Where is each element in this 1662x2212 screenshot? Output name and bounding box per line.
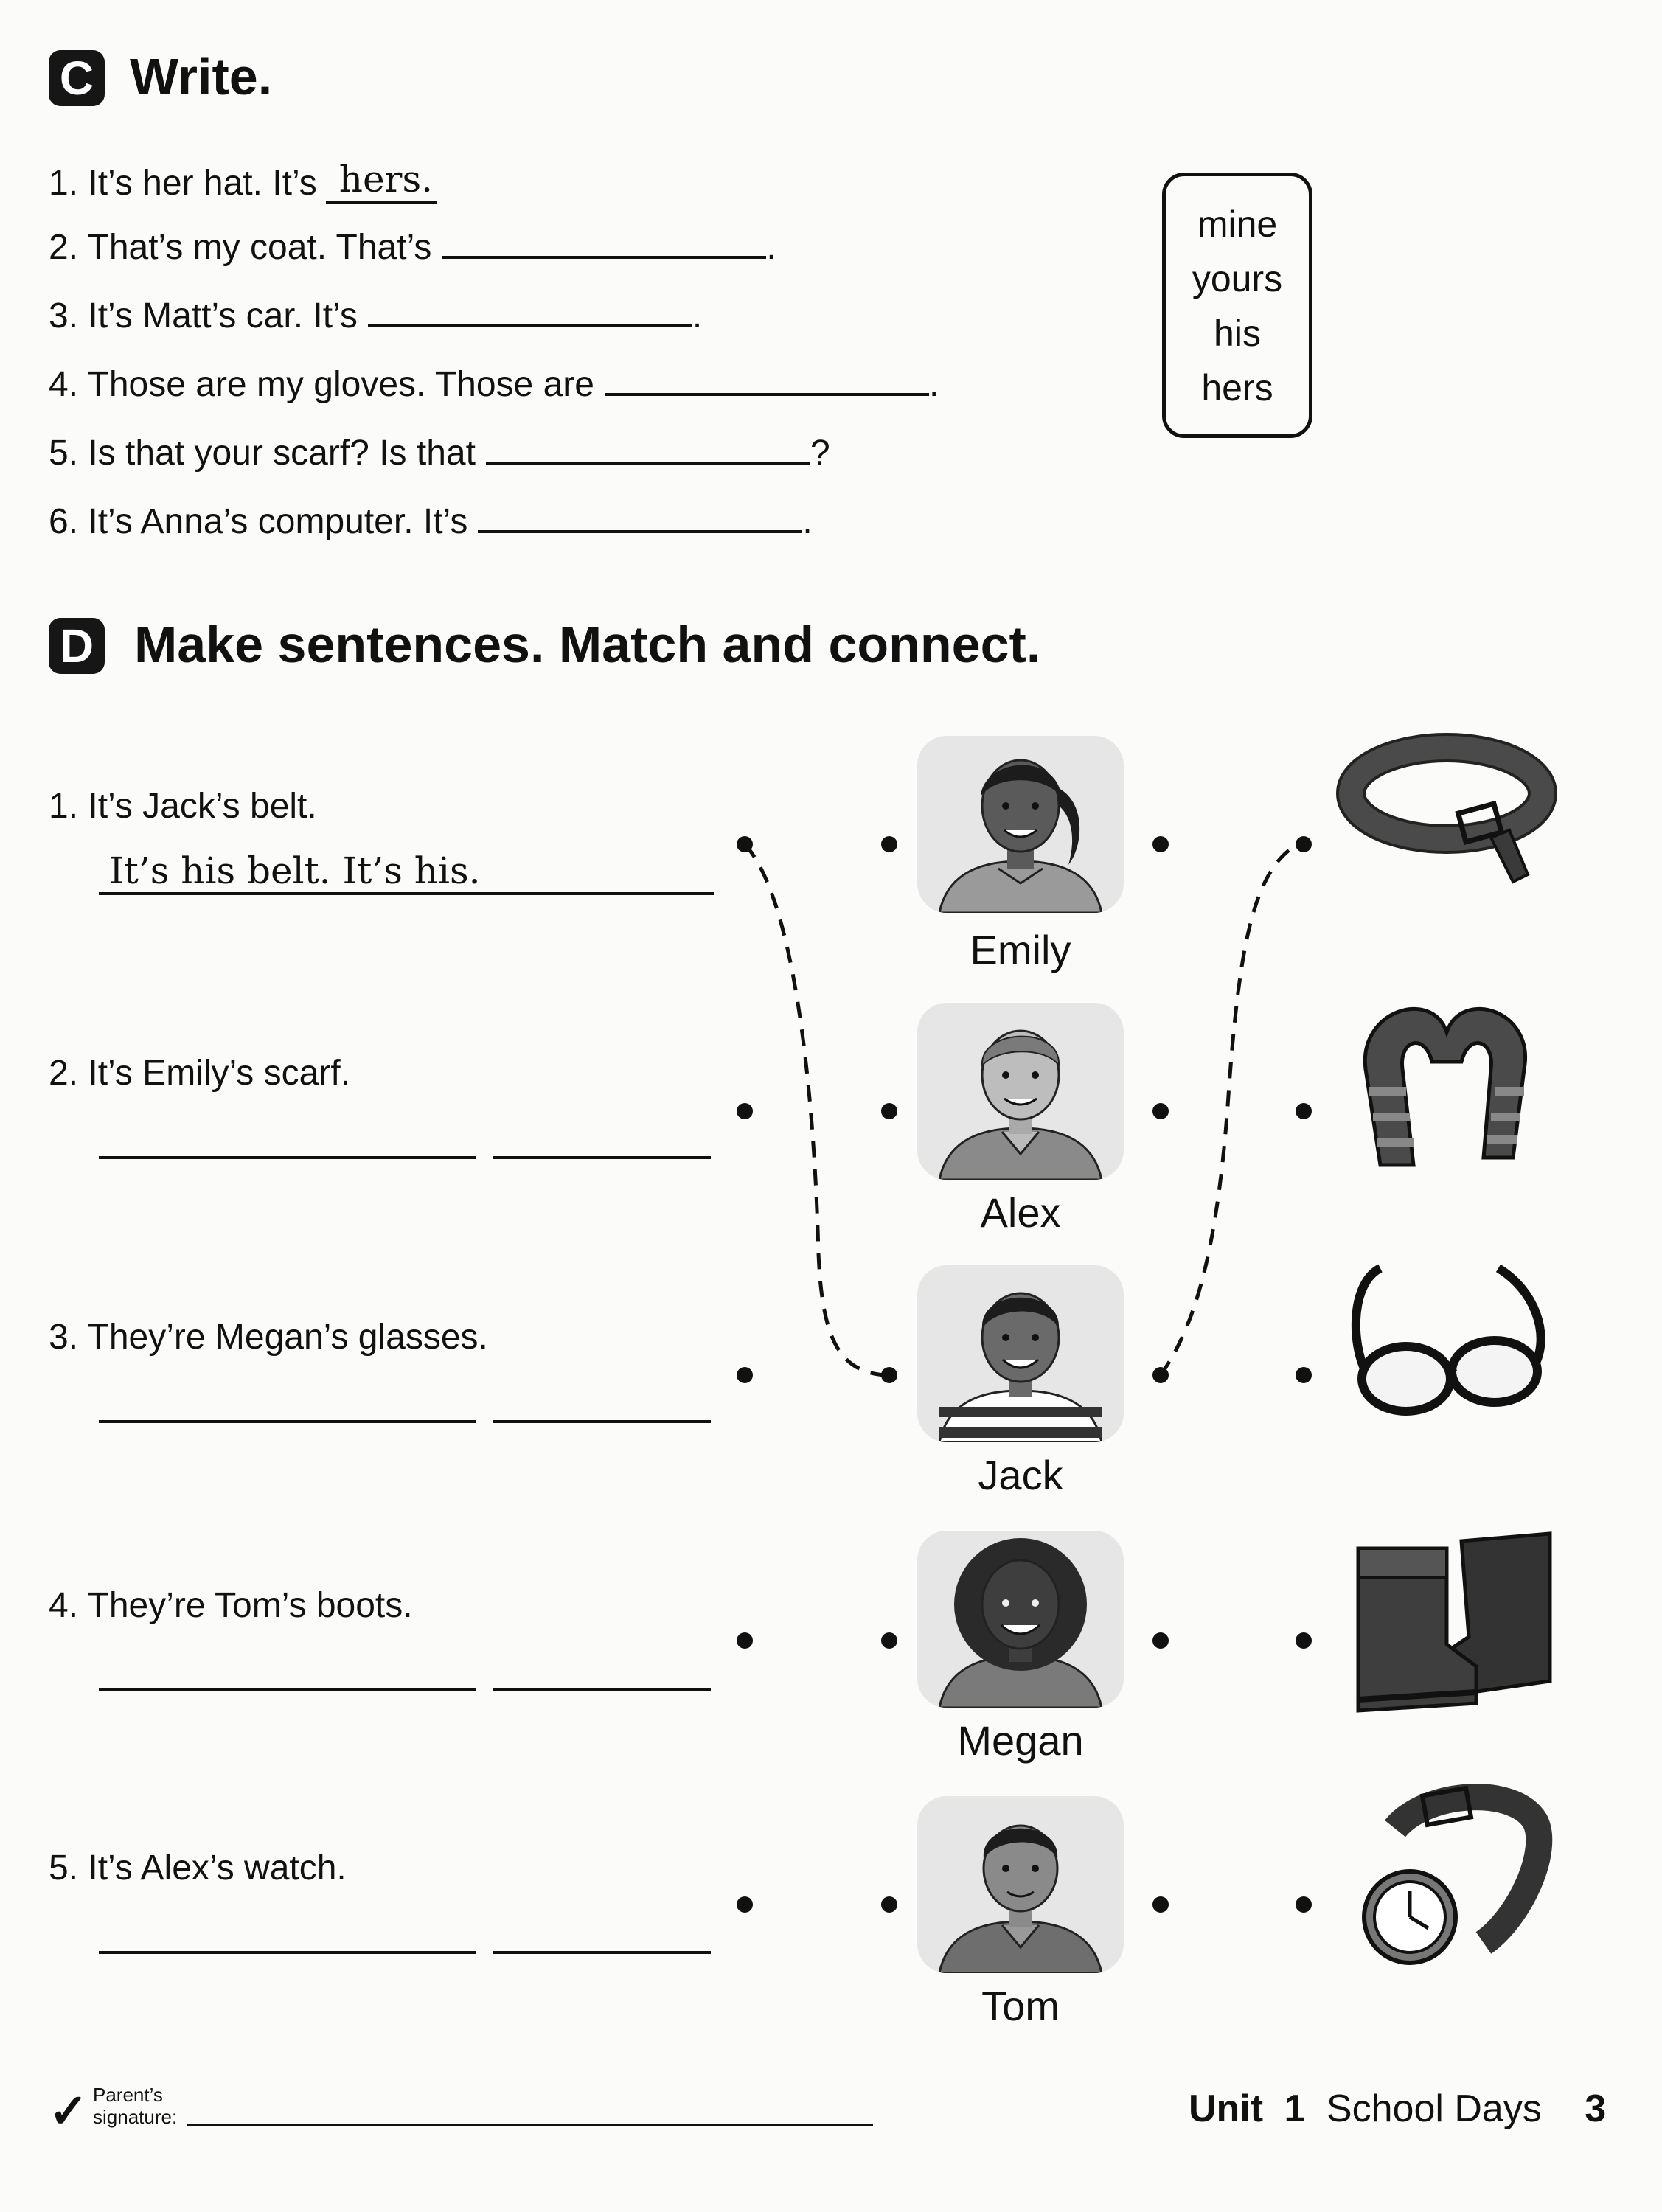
item-end: .	[766, 228, 776, 267]
item-prompt: 6. It’s Anna’s computer. It’s	[49, 502, 468, 541]
item-prompt: 5. Is that your scarf? Is that	[49, 434, 476, 473]
unit-title: School Days	[1326, 2087, 1542, 2130]
item-prompt: 2. That’s my coat. That’s	[49, 228, 432, 267]
person-name-alex: Alex	[980, 1189, 1061, 1236]
sentence-2: 2. It’s Emily’s scarf.	[49, 1054, 350, 1093]
boots-icon	[1336, 1526, 1557, 1718]
person-name-emily: Emily	[970, 927, 1071, 973]
signature-label-line-1: Parent’s	[93, 2084, 163, 2106]
person-name-megan: Megan	[957, 1717, 1084, 1764]
signature-label	[93, 2084, 177, 2128]
section-c-title: Write.	[130, 48, 273, 105]
sentence-1-answer: It’s his belt. It’s his.	[99, 849, 714, 895]
sentence-3: 3. They’re Megan’s glasses.	[49, 1318, 488, 1357]
item-prompt: 3. It’s Matt’s car. It’s	[49, 296, 358, 335]
checkmark-icon: ✓	[49, 2084, 88, 2138]
section-c-badge: C	[49, 50, 105, 106]
parent-signature-line[interactable]	[187, 2124, 873, 2126]
portrait-jack	[917, 1265, 1124, 1442]
section-d-badge: D	[49, 618, 105, 674]
signature-label-line-2: signature:	[93, 2106, 178, 2128]
word-option: hers	[1201, 367, 1273, 408]
handwritten-answer: hers.	[326, 158, 437, 204]
example-line-sentence-to-jack	[745, 844, 885, 1375]
portrait-emily	[917, 736, 1124, 913]
item-end: ?	[810, 434, 830, 473]
glasses-icon	[1336, 1253, 1557, 1423]
unit-number: 1	[1284, 2087, 1306, 2130]
word-option: his	[1214, 313, 1261, 354]
sentence-1: 1. It’s Jack’s belt.	[49, 787, 317, 826]
watch-icon	[1336, 1784, 1557, 1976]
section-d-title: Make sentences. Match and connect.	[134, 616, 1041, 673]
person-name-jack: Jack	[978, 1452, 1063, 1498]
unit-label: Unit	[1189, 2087, 1264, 2130]
footer-unit	[1189, 2087, 1606, 2131]
word-option: mine	[1197, 204, 1278, 245]
item-prompt: 1. It’s her hat. It’s	[49, 164, 317, 203]
example-line-jack-to-belt	[1161, 844, 1298, 1375]
sentence-5: 5. It’s Alex’s watch.	[49, 1848, 347, 1888]
portrait-megan	[917, 1531, 1124, 1708]
word-option: yours	[1192, 258, 1283, 299]
portrait-alex	[917, 1003, 1124, 1180]
item-end: .	[802, 502, 813, 541]
item-end: .	[692, 296, 703, 335]
item-prompt: 4. Those are my gloves. Those are	[49, 365, 594, 404]
scarf-icon	[1336, 981, 1557, 1172]
person-name-tom: Tom	[981, 1983, 1060, 2029]
belt-icon	[1336, 727, 1557, 889]
page-number: 3	[1585, 2087, 1607, 2130]
portrait-tom	[917, 1796, 1124, 1973]
item-end: .	[928, 365, 939, 404]
sentence-4: 4. They’re Tom’s boots.	[49, 1586, 413, 1625]
